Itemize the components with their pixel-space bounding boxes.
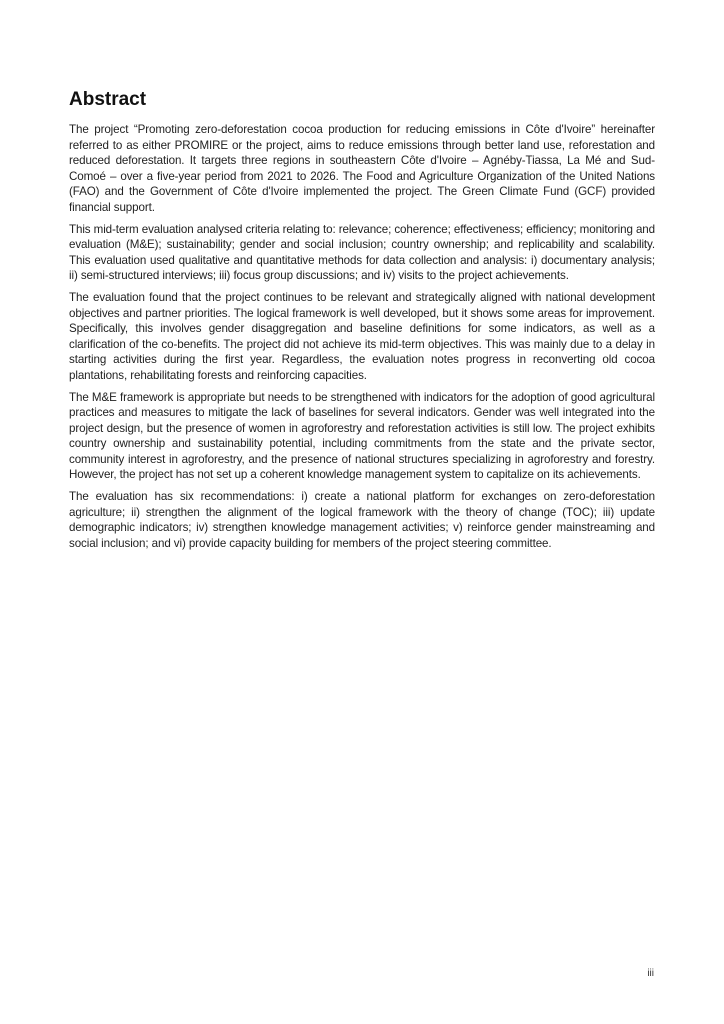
paragraph-project-overview: The project “Promoting zero-deforestation cocoa production for reducing emissions in Côte d'Ivoire” hereinafter referred to as either PROMIRE or the project, aims to reduce emissions through better land use, reforestation and reduced deforestation. It targets three regions in southeastern Côte d'Ivoire – Agnéby-Tiassa, La Mé and Sud-Comoé – over a five-year period from 2021 to 2026. The Food and Agriculture Organization of the United Nations (FAO) and the Government of Côte d'Ivoire implemented the project. The Green Climate Fund (GCF) provided financial support. [69, 123, 655, 214]
document-body [69, 88, 655, 557]
abstract-heading: Abstract [69, 89, 147, 110]
page-number: iii [647, 968, 654, 979]
paragraph-findings-me-gender: The M&E framework is appropriate but needs to be strengthened with indicators for the adoption of good agricultural practices and measures to mitigate the lack of baselines for several indicators. Gender was well integrated into the project design, but the presence of women in agroforestry and reforestation activities is still low. The project exhibits country ownership and sustainability potential, including commitments from the state and the private sector, community interest in agroforestry, and the presence of national structures specializing in agroforestry and forestry. However, the project has not set up a coherent knowledge management system to capitalize on its achievements. [69, 390, 655, 482]
paragraph-recommendations: The evaluation has six recommendations: i) create a national platform for exchanges on zero-deforestation agriculture; ii) strengthen the alignment of the logical framework with the theory of change (TOC); iii) update demographic indicators; iv) strengthen knowledge management activities; v) reinforce gender mainstreaming and social inclusion; and vi) provide capacity building for members of the project steering committee. [69, 490, 655, 550]
paragraph-findings-relevance: The evaluation found that the project continues to be relevant and strategically aligned with national development objectives and partner priorities. The logical framework is well developed, but it shows some areas for improvement. Specifically, this involves gender disaggregation and baseline definitions for some indicators, as well as a clarification of the co-benefits. The project did not achieve its mid-term objectives. This was mainly due to a delay in starting activities during the first year. Regardless, the evaluation notes progress in reconverting old cocoa plantations, rehabilitating forests and reinforcing capacities. [69, 290, 655, 382]
paragraph-evaluation-criteria: This mid-term evaluation analysed criteria relating to: relevance; coherence; effectiveness; efficiency; monitoring and evaluation (M&E); sustainability; gender and social inclusion; country ownership; and replicability and scalability. This evaluation used qualitative and quantitative methods for data collection and analysis: i) documentary analysis; ii) semi-structured interviews; iii) focus group discussions; and iv) visits to the project achievements. [69, 222, 655, 283]
